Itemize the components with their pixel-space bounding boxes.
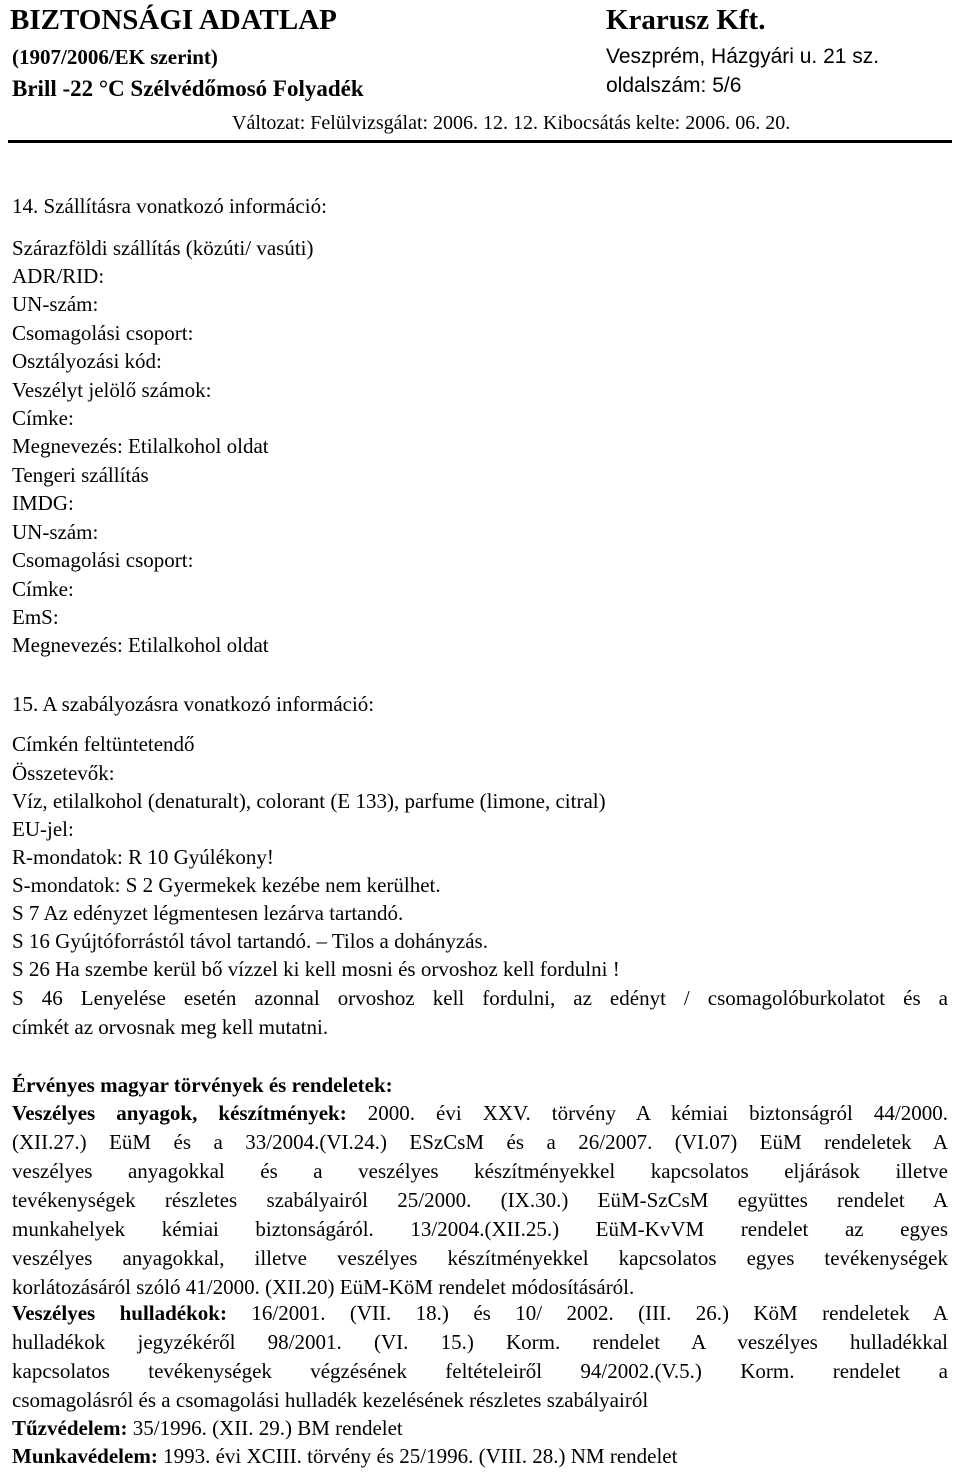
list-item: S 16 Gyújtóforrástól távol tartandó. – Tilos a dohányzás. [12, 929, 488, 953]
list-item: EmS: [12, 605, 59, 629]
section-15-heading: 15. A szabályozásra vonatkozó információ: [12, 692, 375, 716]
list-item: Tengeri szállítás [12, 463, 149, 487]
list-item: Összetevők: [12, 761, 115, 785]
hazardous-line: veszélyes anyagokkal, illetve veszélyes készítményekkel kapcsolatos egyes tevékenységek [12, 1246, 948, 1270]
list-item: Megnevezés: Etilalkohol oldat [12, 434, 269, 458]
hazardous-line: veszélyes anyagokkal és a veszélyes készítményekkel kapcsolatos eljárások illetve [12, 1159, 948, 1183]
fire-protection-line [12, 1414, 403, 1442]
fire-text: 35/1996. (XII. 29.) BM rendelet [127, 1416, 403, 1440]
work-safety-line [12, 1442, 677, 1470]
list-item: S 7 Az edényzet légmentesen lezárva tartandó. [12, 901, 404, 925]
hazardous-line: (XII.27.) EüM és a 33/2004.(VI.24.) ESzCsM és a 26/2007. (VI.07) EüM rendeletek A [12, 1130, 948, 1154]
section-14-heading: 14. Szállításra vonatkozó információ: [12, 194, 327, 218]
list-item: Veszélyt jelölő számok: [12, 378, 212, 402]
company-name: Krarusz Kft. [606, 4, 766, 36]
list-item: S 26 Ha szembe kerül bő vízzel ki kell mosni és orvoshoz kell fordulni ! [12, 957, 620, 981]
list-item: EU-jel: [12, 817, 74, 841]
list-item: IMDG: [12, 491, 74, 515]
hazardous-label: Veszélyes anyagok, készítmények: [12, 1101, 347, 1125]
waste-line: csomagolásról és a csomagolási hulladék kezelésének részletes szabályairól [12, 1388, 649, 1412]
list-item: Víz, etilalkohol (denaturalt), colorant (E 133), parfume (limone, citral) [12, 789, 606, 813]
waste-line: kapcsolatos tevékenységek végzésének feltételeiről 94/2002.(V.5.) Korm. rendelet a [12, 1359, 948, 1383]
version-info: Változat: Felülvizsgálat: 2006. 12. 12. Kibocsátás kelte: 2006. 06. 20. [232, 112, 791, 134]
list-item: S-mondatok: S 2 Gyermekek kezébe nem kerülhet. [12, 873, 441, 897]
company-address: Veszprém, Házgyári u. 21 sz. [606, 45, 880, 68]
hazardous-line: munkahelyek kémiai biztonságáról. 13/2004.(XII.25.) EüM-KvVM rendelet az egyes [12, 1217, 948, 1241]
work-label: Munkavédelem: [12, 1444, 158, 1468]
list-item: R-mondatok: R 10 Gyúlékony! [12, 845, 274, 869]
waste-line: hulladékok jegyzékéről 98/2001. (VI. 15.) Korm. rendelet A veszélyes hulladékkal [12, 1330, 948, 1354]
list-item: Szárazföldi szállítás (közúti/ vasúti) [12, 236, 314, 260]
label-text-heading: Címkén feltüntetendő [12, 732, 195, 756]
s46-line-1: S 46 Lenyelése esetén azonnal orvoshoz kell fordulni, az edényt / csomagolóburkolatot és a [12, 986, 948, 1010]
list-item: Címke: [12, 577, 74, 601]
product-name: Brill -22 °C Szélvédőmosó Folyadék [12, 76, 364, 101]
waste-line: Veszélyes hulladékok: 16/2001. (VII. 18.) és 10/ 2002. (III. 26.) KöM rendeletek A [12, 1301, 948, 1325]
waste-label: Veszélyes hulladékok: [12, 1301, 227, 1325]
hazardous-line: tevékenységek részletes szabályairól 25/2000. (IX.30.) EüM-SzCsM együttes rendelet A [12, 1188, 948, 1212]
doc-title: BIZTONSÁGI ADATLAP [10, 4, 337, 36]
hazardous-waste-block [12, 1299, 948, 1415]
list-item: Csomagolási csoport: [12, 548, 194, 572]
list-item: UN-szám: [12, 520, 99, 544]
regulation-ref: (1907/2006/EK szerint) [12, 45, 218, 69]
page-number: oldalszám: 5/6 [606, 74, 742, 97]
s46-line-2: címkét az orvosnak meg kell mutatni. [12, 1015, 329, 1039]
list-item: UN-szám: [12, 292, 99, 316]
hazardous-substances-block [12, 1099, 948, 1302]
header-divider [8, 140, 952, 143]
s46-statement [12, 984, 948, 1042]
list-item: Címke: [12, 406, 74, 430]
fire-label: Tűzvédelem: [12, 1416, 128, 1440]
hazardous-line: korlátozásáról szóló 41/2000. (XII.20) EüM-KöM rendelet módosításáról. [12, 1275, 635, 1299]
list-item: Csomagolási csoport: [12, 321, 194, 345]
laws-heading: Érvényes magyar törvények és rendeletek: [12, 1073, 393, 1097]
list-item: Megnevezés: Etilalkohol oldat [12, 633, 269, 657]
hazardous-line: Veszélyes anyagok, készítmények: 2000. évi XXV. törvény A kémiai biztonságról 44/2000. [12, 1101, 948, 1125]
list-item: Osztályozási kód: [12, 349, 162, 373]
work-text: 1993. évi XCIII. törvény és 25/1996. (VIII. 28.) NM rendelet [157, 1444, 678, 1468]
list-item: ADR/RID: [12, 264, 105, 288]
